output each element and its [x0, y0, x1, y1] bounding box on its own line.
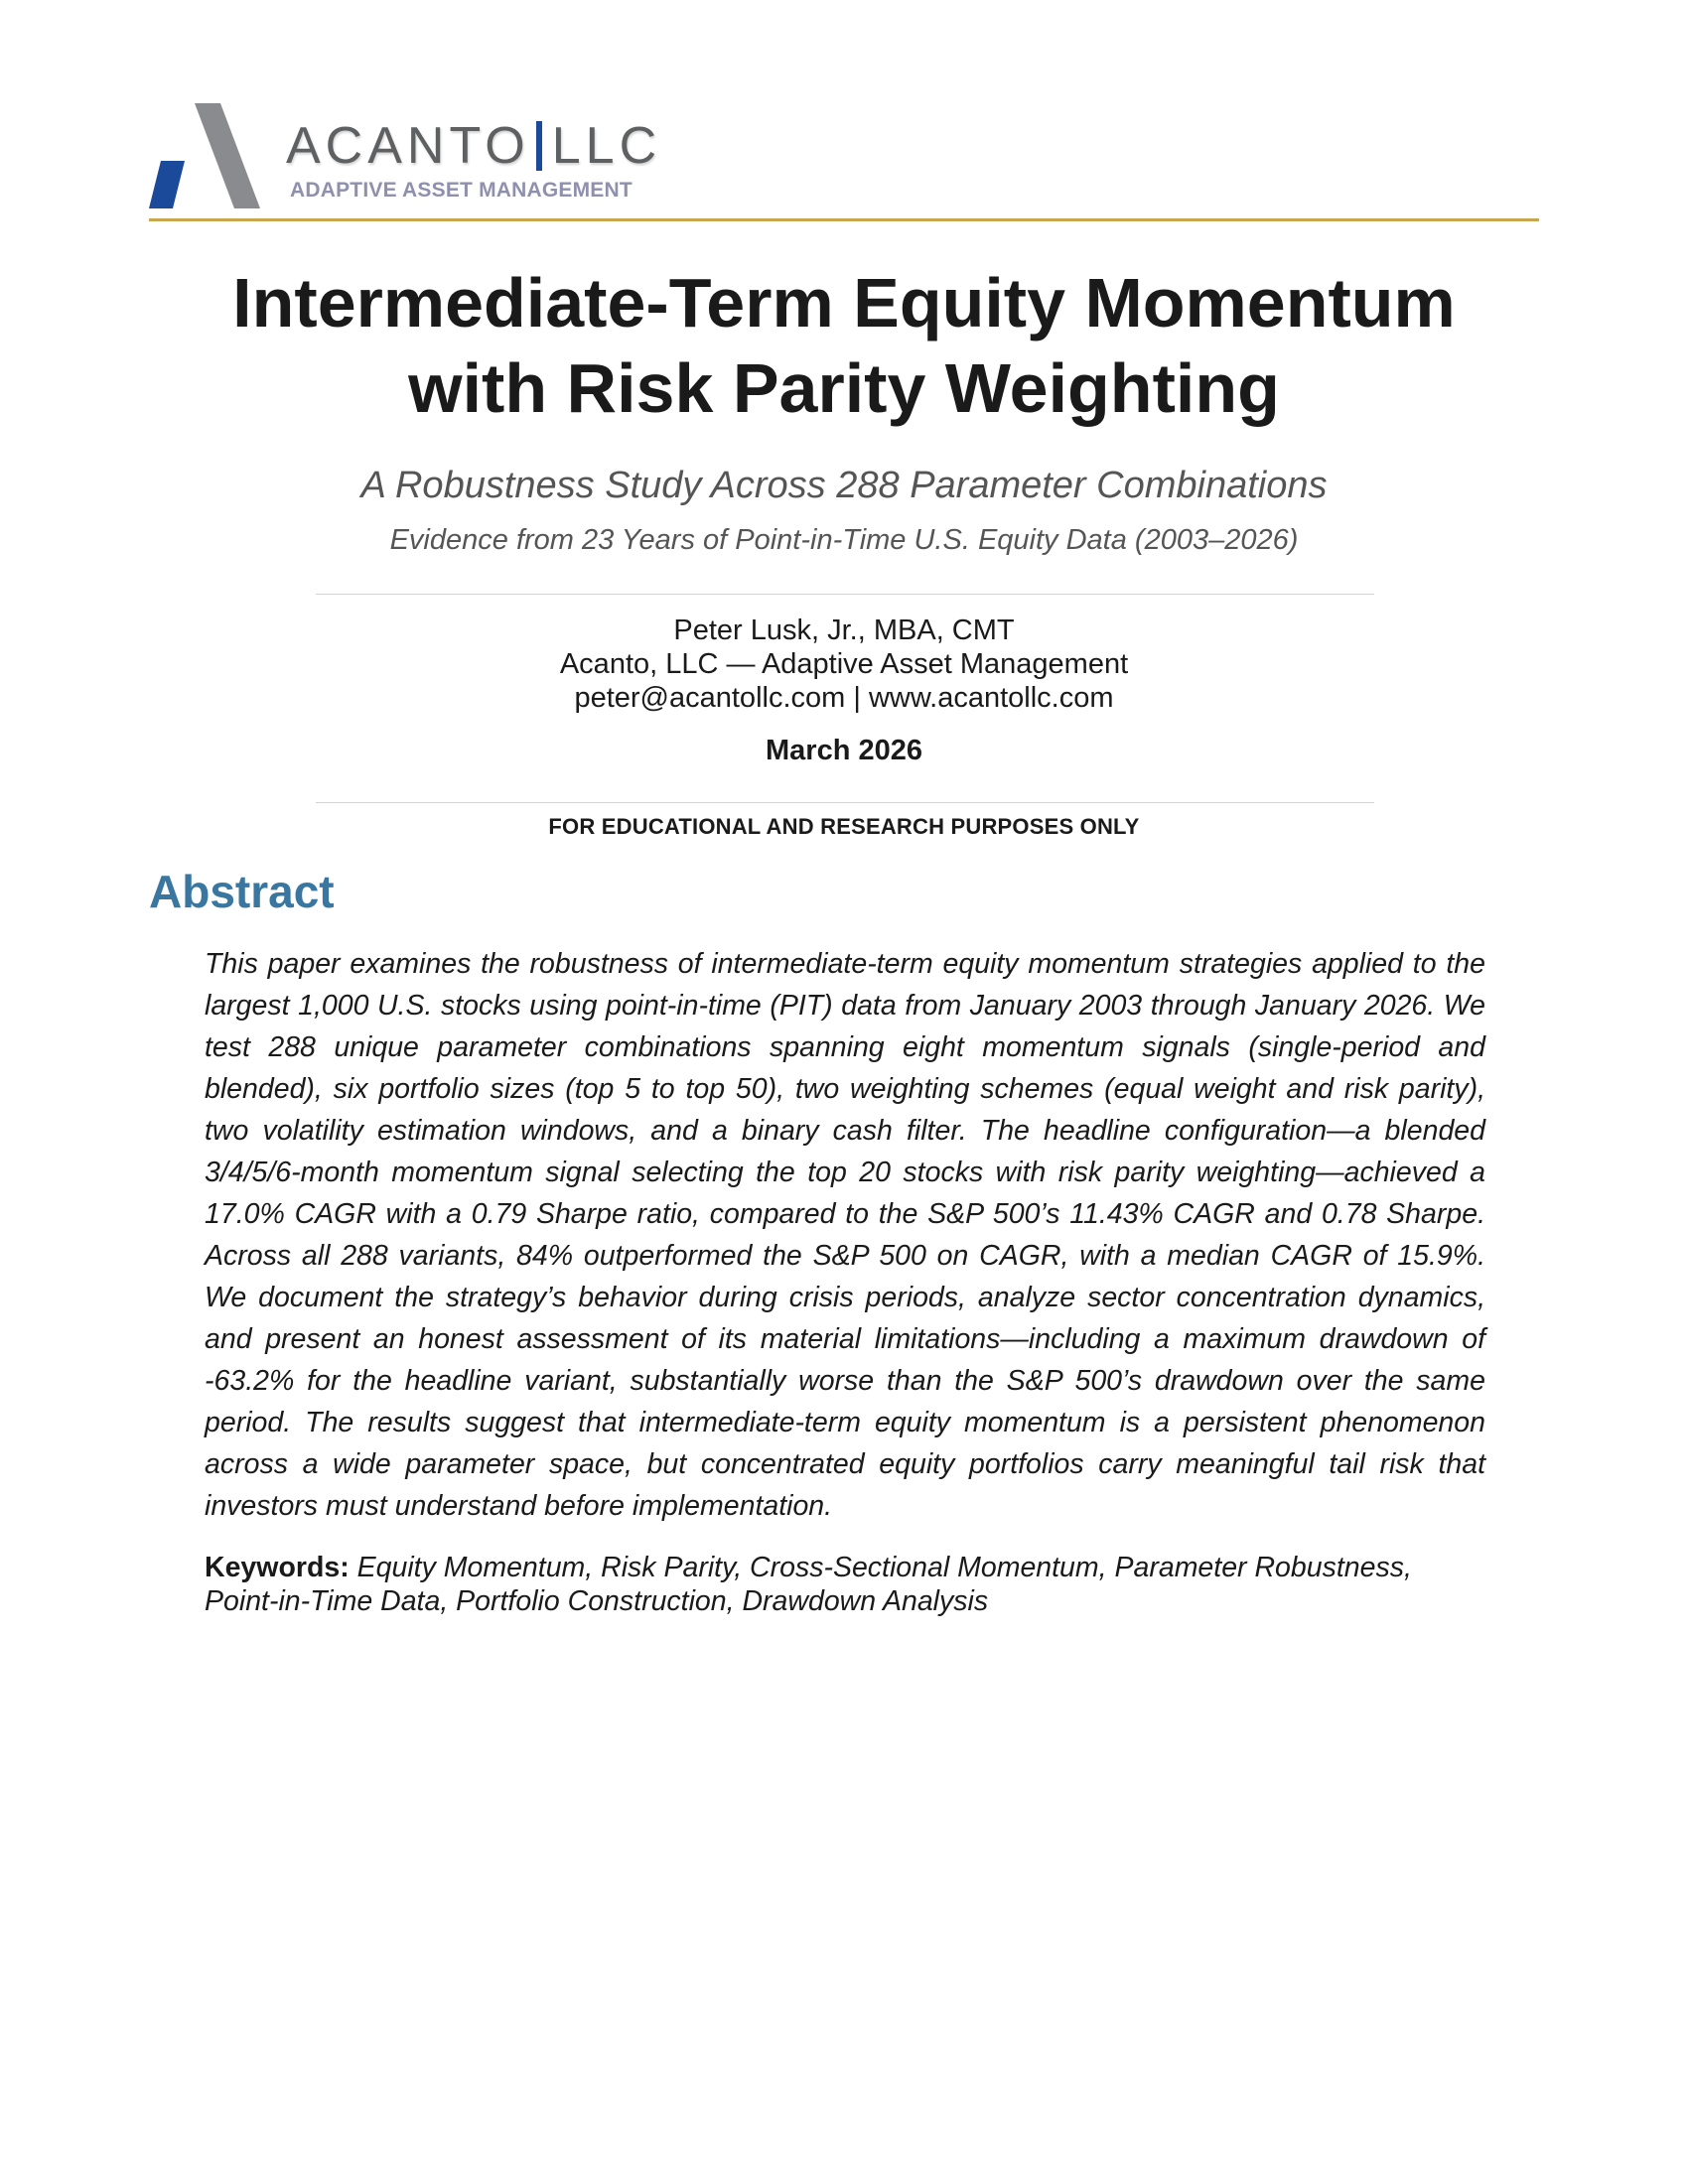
company-logo: [149, 99, 662, 212]
publication-date: March 2026: [766, 735, 922, 766]
paper-subtitle: A Robustness Study Across 288 Parameter Combinations: [360, 465, 1328, 506]
author-contact: peter@acantollc.com | www.acantollc.com: [574, 682, 1114, 714]
paper-title-line-2: with Risk Parity Weighting: [408, 349, 1280, 427]
divider-rule: [316, 594, 1374, 595]
disclaimer: FOR EDUCATIONAL AND RESEARCH PURPOSES ONLY: [548, 814, 1140, 839]
keywords: [205, 1551, 1485, 1618]
paper-title-line-1: Intermediate-Term Equity Momentum: [232, 264, 1456, 341]
logo-wordmark-right: LLC: [551, 117, 662, 175]
keywords-text: Equity Momentum, Risk Parity, Cross-Sectional Momentum, Parameter Robustness, Point-in-Time Data, Portfolio Construction, Drawdown Analysis: [205, 1552, 1412, 1617]
logo-tagline: ADAPTIVE ASSET MANAGEMENT: [290, 179, 633, 202]
paper-sub-subtitle: Evidence from 23 Years of Point-in-Time U.S. Equity Data (2003–2026): [389, 524, 1299, 556]
paper-title: [149, 260, 1539, 431]
author-block: [149, 614, 1539, 715]
page-header: [149, 99, 1539, 220]
keywords-label: Keywords:: [205, 1552, 350, 1583]
abstract-heading: Abstract: [149, 866, 335, 917]
abstract-body: This paper examines the robustness of intermediate-term equity momentum strategies applied to the largest 1,000 U.S. stocks using point-in-time (PIT) data from January 2003 through January 2026. We test 288 unique parameter combinations spanning eight momentum signals (single-period and blended), six portfolio sizes (top 5 to top 50), two weighting schemes (equal weight and risk parity), two volatility estimation windows, and a binary cash filter. The headline configuration—a blended 3/4/5/6-month momentum signal selecting the top 20 stocks with risk parity weighting—achieved a 17.0% CAGR with a 0.79 Sharpe ratio, compared to the S&P 500’s 11.43% CAGR and 0.78 Sharpe. Across all 288 variants, 84% outperformed the S&P 500 on CAGR, with a median CAGR of 15.9%. We document the strategy’s behavior during crisis periods, analyze sector concentration dynamics, and present an honest assessment of its material limitations—including a maximum drawdown of -63.2% for the headline variant, substantially worse than the S&P 500’s drawdown over the same period. The results suggest that intermediate-term equity momentum is a persistent phenomenon across a wide parameter space, but concentrated equity portfolios carry meaningful tail risk that investors must understand before implementation.: [205, 948, 1485, 1522]
header-gold-rule: [149, 218, 1539, 221]
divider-rule: [316, 802, 1374, 803]
acanto-logo-mark-icon: [149, 99, 268, 212]
author-name: Peter Lusk, Jr., MBA, CMT: [673, 614, 1015, 646]
logo-wordmark-left: ACANTO: [286, 117, 530, 175]
author-affiliation: Acanto, LLC — Adaptive Asset Management: [559, 648, 1129, 680]
logo-divider-bar: [536, 121, 542, 171]
logo-wordmark: [286, 117, 662, 175]
